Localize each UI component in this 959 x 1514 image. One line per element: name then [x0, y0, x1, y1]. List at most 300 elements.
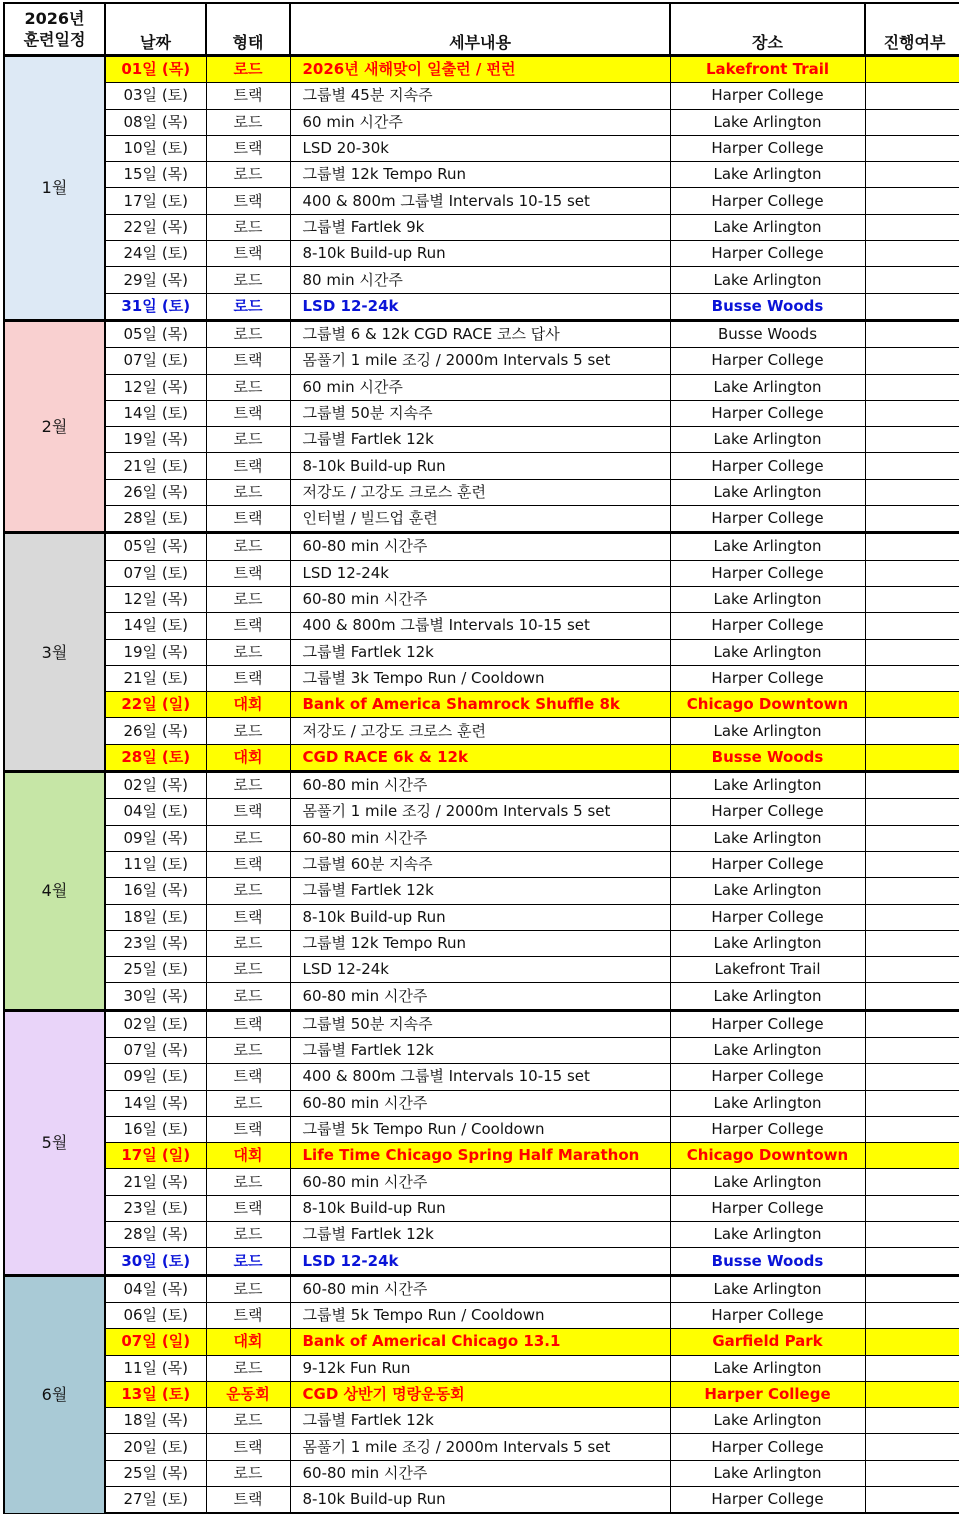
table-row [4, 1275, 959, 1302]
header-year: 2026년 [24, 8, 85, 28]
location-cell: Lake Arlington [670, 718, 865, 744]
table-row [4, 904, 959, 930]
location-cell: Busse Woods [670, 320, 865, 347]
status-cell[interactable] [865, 586, 959, 612]
type-cell: 로드 [206, 1248, 290, 1275]
status-cell[interactable] [865, 1143, 959, 1169]
status-cell[interactable] [865, 1064, 959, 1090]
table-row [4, 320, 959, 347]
detail-cell: 400 & 800m 그룹별 Intervals 10-15 set [290, 188, 670, 214]
status-cell[interactable] [865, 374, 959, 400]
table-row [4, 744, 959, 771]
date-cell: 01일 (목) [105, 56, 206, 83]
detail-cell: 60-80 min 시간주 [290, 533, 670, 560]
date-cell: 20일 (토) [105, 1434, 206, 1460]
detail-cell: 그룹별 12k Tempo Run [290, 930, 670, 956]
type-cell: 로드 [206, 267, 290, 293]
table-row [4, 1408, 959, 1434]
type-cell: 트랙 [206, 665, 290, 691]
type-cell: 트랙 [206, 1434, 290, 1460]
type-cell: 로드 [206, 718, 290, 744]
type-cell: 로드 [206, 586, 290, 612]
date-cell: 25일 (목) [105, 1460, 206, 1486]
status-cell[interactable] [865, 1275, 959, 1302]
location-cell: Harper College [670, 1434, 865, 1460]
status-cell[interactable] [865, 320, 959, 347]
status-cell[interactable] [865, 135, 959, 161]
location-cell: Harper College [670, 1195, 865, 1221]
status-cell[interactable] [865, 772, 959, 799]
status-cell[interactable] [865, 1010, 959, 1037]
date-cell: 07일 (목) [105, 1037, 206, 1063]
location-cell: Busse Woods [670, 293, 865, 320]
status-cell[interactable] [865, 1169, 959, 1195]
location-cell: Harper College [670, 400, 865, 426]
detail-cell: CGD 상반기 명랑운동회 [290, 1381, 670, 1407]
header-training-schedule [4, 3, 105, 56]
date-cell: 10일 (토) [105, 135, 206, 161]
type-cell: 로드 [206, 427, 290, 453]
location-cell: Lake Arlington [670, 427, 865, 453]
status-cell[interactable] [865, 241, 959, 267]
type-cell: 로드 [206, 320, 290, 347]
date-cell: 27일 (토) [105, 1487, 206, 1514]
date-cell: 02일 (목) [105, 772, 206, 799]
table-row [4, 1195, 959, 1221]
location-cell: Lake Arlington [670, 267, 865, 293]
table-row [4, 1329, 959, 1355]
location-cell: Lake Arlington [670, 878, 865, 904]
type-cell: 로드 [206, 930, 290, 956]
detail-cell: 60-80 min 시간주 [290, 586, 670, 612]
detail-cell: 9-12k Fun Run [290, 1355, 670, 1381]
date-cell: 23일 (목) [105, 930, 206, 956]
status-cell[interactable] [865, 162, 959, 188]
detail-cell: 그룹별 12k Tempo Run [290, 162, 670, 188]
detail-cell: 몸풀기 1 mile 조깅 / 2000m Intervals 5 set [290, 799, 670, 825]
table-row [4, 241, 959, 267]
date-cell: 09일 (토) [105, 1064, 206, 1090]
table-row [4, 825, 959, 851]
date-cell: 11일 (목) [105, 1355, 206, 1381]
location-cell: Harper College [670, 348, 865, 374]
detail-cell: 8-10k Build-up Run [290, 453, 670, 479]
table-row [4, 479, 959, 505]
location-cell: Lake Arlington [670, 214, 865, 240]
detail-cell: 그룹별 Fartlek 12k [290, 427, 670, 453]
table-row [4, 1143, 959, 1169]
detail-cell: 60-80 min 시간주 [290, 772, 670, 799]
status-cell[interactable] [865, 983, 959, 1010]
status-cell[interactable] [865, 904, 959, 930]
status-cell[interactable] [865, 878, 959, 904]
date-cell: 15일 (목) [105, 162, 206, 188]
location-cell: Lake Arlington [670, 479, 865, 505]
table-row [4, 135, 959, 161]
table-row [4, 665, 959, 691]
location-cell: Harper College [670, 1010, 865, 1037]
date-cell: 04일 (목) [105, 1275, 206, 1302]
type-cell: 로드 [206, 479, 290, 505]
detail-cell: 400 & 800m 그룹별 Intervals 10-15 set [290, 613, 670, 639]
location-cell: Harper College [670, 665, 865, 691]
table-row [4, 162, 959, 188]
location-cell: Lake Arlington [670, 374, 865, 400]
table-row [4, 692, 959, 718]
detail-cell: 60 min 시간주 [290, 109, 670, 135]
type-cell: 로드 [206, 1355, 290, 1381]
location-cell: Harper College [670, 904, 865, 930]
detail-cell: 그룹별 Fartlek 9k [290, 214, 670, 240]
detail-cell: 그룹별 3k Tempo Run / Cooldown [290, 665, 670, 691]
status-cell[interactable] [865, 453, 959, 479]
type-cell: 로드 [206, 1222, 290, 1248]
location-cell: Lakefront Trail [670, 56, 865, 83]
location-cell: Harper College [670, 188, 865, 214]
location-cell: Lake Arlington [670, 825, 865, 851]
location-cell: Lake Arlington [670, 1222, 865, 1248]
location-cell: Harper College [670, 1381, 865, 1407]
location-cell: Lake Arlington [670, 162, 865, 188]
date-cell: 05일 (목) [105, 533, 206, 560]
table-row [4, 1064, 959, 1090]
status-cell[interactable] [865, 1090, 959, 1116]
table-row [4, 109, 959, 135]
type-cell: 트랙 [206, 1010, 290, 1037]
detail-cell: 8-10k Build-up Run [290, 241, 670, 267]
status-cell[interactable] [865, 188, 959, 214]
date-cell: 09일 (목) [105, 825, 206, 851]
type-cell: 로드 [206, 533, 290, 560]
detail-cell: 8-10k Build-up Run [290, 1195, 670, 1221]
location-cell: Harper College [670, 453, 865, 479]
date-cell: 24일 (토) [105, 241, 206, 267]
type-cell: 대회 [206, 1329, 290, 1355]
status-cell[interactable] [865, 930, 959, 956]
detail-cell: 60-80 min 시간주 [290, 1460, 670, 1486]
status-cell[interactable] [865, 851, 959, 877]
location-cell: Harper College [670, 1064, 865, 1090]
location-cell: Harper College [670, 560, 865, 586]
type-cell: 로드 [206, 214, 290, 240]
date-cell: 08일 (목) [105, 109, 206, 135]
date-cell: 28일 (토) [105, 506, 206, 533]
detail-cell: 그룹별 Fartlek 12k [290, 639, 670, 665]
type-cell: 트랙 [206, 799, 290, 825]
status-cell[interactable] [865, 744, 959, 771]
table-row [4, 1090, 959, 1116]
month-label: 4월 [4, 772, 105, 1011]
detail-cell: LSD 12-24k [290, 560, 670, 586]
header-status: 진행여부 [865, 3, 959, 56]
status-cell[interactable] [865, 1329, 959, 1355]
type-cell: 트랙 [206, 506, 290, 533]
detail-cell: 그룹별 Fartlek 12k [290, 1408, 670, 1434]
status-cell[interactable] [865, 665, 959, 691]
table-row [4, 639, 959, 665]
table-row [4, 400, 959, 426]
table-row [4, 586, 959, 612]
month-label: 3월 [4, 533, 105, 772]
status-cell[interactable] [865, 267, 959, 293]
table-row [4, 1248, 959, 1275]
date-cell: 12일 (목) [105, 586, 206, 612]
detail-cell: 400 & 800m 그룹별 Intervals 10-15 set [290, 1064, 670, 1090]
type-cell: 운동회 [206, 1381, 290, 1407]
detail-cell: 그룹별 50분 지속주 [290, 400, 670, 426]
date-cell: 29일 (목) [105, 267, 206, 293]
status-cell[interactable] [865, 479, 959, 505]
type-cell: 로드 [206, 639, 290, 665]
table-row [4, 878, 959, 904]
type-cell: 로드 [206, 1037, 290, 1063]
date-cell: 16일 (토) [105, 1116, 206, 1142]
status-cell[interactable] [865, 348, 959, 374]
detail-cell: 60-80 min 시간주 [290, 1090, 670, 1116]
table-row [4, 293, 959, 320]
detail-cell: LSD 12-24k [290, 957, 670, 983]
type-cell: 로드 [206, 109, 290, 135]
month-label: 6월 [4, 1275, 105, 1513]
status-cell[interactable] [865, 1222, 959, 1248]
table-row [4, 930, 959, 956]
status-cell[interactable] [865, 692, 959, 718]
table-row [4, 1037, 959, 1063]
date-cell: 30일 (토) [105, 1248, 206, 1275]
date-cell: 22일 (목) [105, 214, 206, 240]
status-cell[interactable] [865, 1037, 959, 1063]
status-cell[interactable] [865, 1116, 959, 1142]
location-cell: Chicago Downtown [670, 692, 865, 718]
header-row [4, 3, 959, 56]
date-cell: 05일 (목) [105, 320, 206, 347]
type-cell: 로드 [206, 772, 290, 799]
table-row [4, 851, 959, 877]
detail-cell: 몸풀기 1 mile 조깅 / 2000m Intervals 5 set [290, 1434, 670, 1460]
detail-cell: 몸풀기 1 mile 조깅 / 2000m Intervals 5 set [290, 348, 670, 374]
location-cell: Lake Arlington [670, 930, 865, 956]
location-cell: Lake Arlington [670, 109, 865, 135]
detail-cell: 60 min 시간주 [290, 374, 670, 400]
table-row [4, 1222, 959, 1248]
status-cell[interactable] [865, 293, 959, 320]
type-cell: 대회 [206, 1143, 290, 1169]
date-cell: 07일 (토) [105, 560, 206, 586]
type-cell: 트랙 [206, 348, 290, 374]
table-row [4, 427, 959, 453]
date-cell: 18일 (토) [105, 904, 206, 930]
table-row [4, 1460, 959, 1486]
type-cell: 로드 [206, 1169, 290, 1195]
type-cell: 로드 [206, 957, 290, 983]
status-cell[interactable] [865, 560, 959, 586]
date-cell: 03일 (토) [105, 83, 206, 109]
location-cell: Lake Arlington [670, 1355, 865, 1381]
status-cell[interactable] [865, 1381, 959, 1407]
table-row [4, 533, 959, 560]
status-cell[interactable] [865, 506, 959, 533]
date-cell: 28일 (목) [105, 1222, 206, 1248]
date-cell: 30일 (목) [105, 983, 206, 1010]
header-details: 세부내용 [290, 3, 670, 56]
detail-cell: 그룹별 6 & 12k CGD RACE 코스 답사 [290, 320, 670, 347]
date-cell: 21일 (토) [105, 665, 206, 691]
detail-cell: Bank of Americal Chicago 13.1 [290, 1329, 670, 1355]
status-cell[interactable] [865, 1302, 959, 1328]
table-row [4, 506, 959, 533]
detail-cell: 8-10k Build-up Run [290, 904, 670, 930]
type-cell: 트랙 [206, 1116, 290, 1142]
location-cell: Harper College [670, 506, 865, 533]
type-cell: 로드 [206, 983, 290, 1010]
type-cell: 대회 [206, 744, 290, 771]
date-cell: 14일 (토) [105, 400, 206, 426]
date-cell: 19일 (목) [105, 427, 206, 453]
status-cell[interactable] [865, 427, 959, 453]
table-row [4, 1302, 959, 1328]
type-cell: 로드 [206, 374, 290, 400]
date-cell: 17일 (일) [105, 1143, 206, 1169]
detail-cell: LSD 20-30k [290, 135, 670, 161]
table-row [4, 453, 959, 479]
detail-cell: 60-80 min 시간주 [290, 825, 670, 851]
training-schedule-table [3, 2, 959, 1514]
status-cell[interactable] [865, 1408, 959, 1434]
status-cell[interactable] [865, 799, 959, 825]
status-cell[interactable] [865, 957, 959, 983]
table-row [4, 799, 959, 825]
header-type: 형태 [206, 3, 290, 56]
date-cell: 11일 (토) [105, 851, 206, 877]
table-row [4, 348, 959, 374]
status-cell[interactable] [865, 1460, 959, 1486]
date-cell: 14일 (토) [105, 613, 206, 639]
detail-cell: Life Time Chicago Spring Half Marathon [290, 1143, 670, 1169]
table-row [4, 1010, 959, 1037]
type-cell: 트랙 [206, 400, 290, 426]
month-label: 2월 [4, 320, 105, 532]
status-cell[interactable] [865, 613, 959, 639]
location-cell: Harper College [670, 135, 865, 161]
status-cell[interactable] [865, 214, 959, 240]
type-cell: 로드 [206, 825, 290, 851]
type-cell: 로드 [206, 162, 290, 188]
type-cell: 트랙 [206, 613, 290, 639]
location-cell: Lake Arlington [670, 586, 865, 612]
type-cell: 로드 [206, 878, 290, 904]
status-cell[interactable] [865, 1487, 959, 1514]
date-cell: 12일 (목) [105, 374, 206, 400]
table-row [4, 267, 959, 293]
status-cell[interactable] [865, 1355, 959, 1381]
location-cell: Harper College [670, 1302, 865, 1328]
location-cell: Lake Arlington [670, 533, 865, 560]
type-cell: 로드 [206, 1408, 290, 1434]
date-cell: 31일 (토) [105, 293, 206, 320]
location-cell: Chicago Downtown [670, 1143, 865, 1169]
table-row [4, 1487, 959, 1514]
location-cell: Harper College [670, 241, 865, 267]
location-cell: Lakefront Trail [670, 957, 865, 983]
date-cell: 23일 (토) [105, 1195, 206, 1221]
detail-cell: 그룹별 5k Tempo Run / Cooldown [290, 1302, 670, 1328]
date-cell: 07일 (토) [105, 348, 206, 374]
detail-cell: 60-80 min 시간주 [290, 1169, 670, 1195]
table-row [4, 188, 959, 214]
status-cell[interactable] [865, 1195, 959, 1221]
type-cell: 트랙 [206, 1195, 290, 1221]
date-cell: 21일 (토) [105, 453, 206, 479]
status-cell[interactable] [865, 1434, 959, 1460]
date-cell: 17일 (토) [105, 188, 206, 214]
location-cell: Lake Arlington [670, 1037, 865, 1063]
type-cell: 트랙 [206, 1302, 290, 1328]
type-cell: 트랙 [206, 851, 290, 877]
location-cell: Lake Arlington [670, 1275, 865, 1302]
status-cell[interactable] [865, 83, 959, 109]
month-label: 5월 [4, 1010, 105, 1275]
detail-cell: Bank of America Shamrock Shuffle 8k [290, 692, 670, 718]
status-cell[interactable] [865, 533, 959, 560]
table-row [4, 214, 959, 240]
detail-cell: 80 min 시간주 [290, 267, 670, 293]
location-cell: Harper College [670, 83, 865, 109]
month-label: 1월 [4, 56, 105, 321]
status-cell[interactable] [865, 109, 959, 135]
header-date: 날짜 [105, 3, 206, 56]
header-schedule-label: 훈련일정 [23, 29, 86, 49]
location-cell: Harper College [670, 799, 865, 825]
location-cell: Lake Arlington [670, 983, 865, 1010]
table-body [4, 56, 959, 1514]
date-cell: 28일 (토) [105, 744, 206, 771]
date-cell: 13일 (토) [105, 1381, 206, 1407]
status-cell[interactable] [865, 1248, 959, 1275]
type-cell: 트랙 [206, 904, 290, 930]
type-cell: 로드 [206, 293, 290, 320]
type-cell: 로드 [206, 1460, 290, 1486]
status-cell[interactable] [865, 400, 959, 426]
date-cell: 14일 (목) [105, 1090, 206, 1116]
status-cell[interactable] [865, 718, 959, 744]
date-cell: 18일 (목) [105, 1408, 206, 1434]
type-cell: 대회 [206, 692, 290, 718]
type-cell: 로드 [206, 1090, 290, 1116]
detail-cell: 그룹별 Fartlek 12k [290, 1037, 670, 1063]
detail-cell: 그룹별 Fartlek 12k [290, 878, 670, 904]
detail-cell: 그룹별 45분 지속주 [290, 83, 670, 109]
table-row [4, 1116, 959, 1142]
type-cell: 트랙 [206, 83, 290, 109]
date-cell: 22일 (일) [105, 692, 206, 718]
location-cell: Harper College [670, 1487, 865, 1514]
date-cell: 07일 (일) [105, 1329, 206, 1355]
location-cell: Lake Arlington [670, 1460, 865, 1486]
date-cell: 26일 (목) [105, 479, 206, 505]
table-row [4, 983, 959, 1010]
table-row [4, 613, 959, 639]
table-row [4, 957, 959, 983]
status-cell[interactable] [865, 825, 959, 851]
table-row [4, 1434, 959, 1460]
detail-cell: 인터벌 / 빌드업 훈련 [290, 506, 670, 533]
date-cell: 19일 (목) [105, 639, 206, 665]
table-row [4, 560, 959, 586]
date-cell: 21일 (목) [105, 1169, 206, 1195]
status-cell[interactable] [865, 639, 959, 665]
table-row [4, 83, 959, 109]
status-cell[interactable] [865, 56, 959, 83]
